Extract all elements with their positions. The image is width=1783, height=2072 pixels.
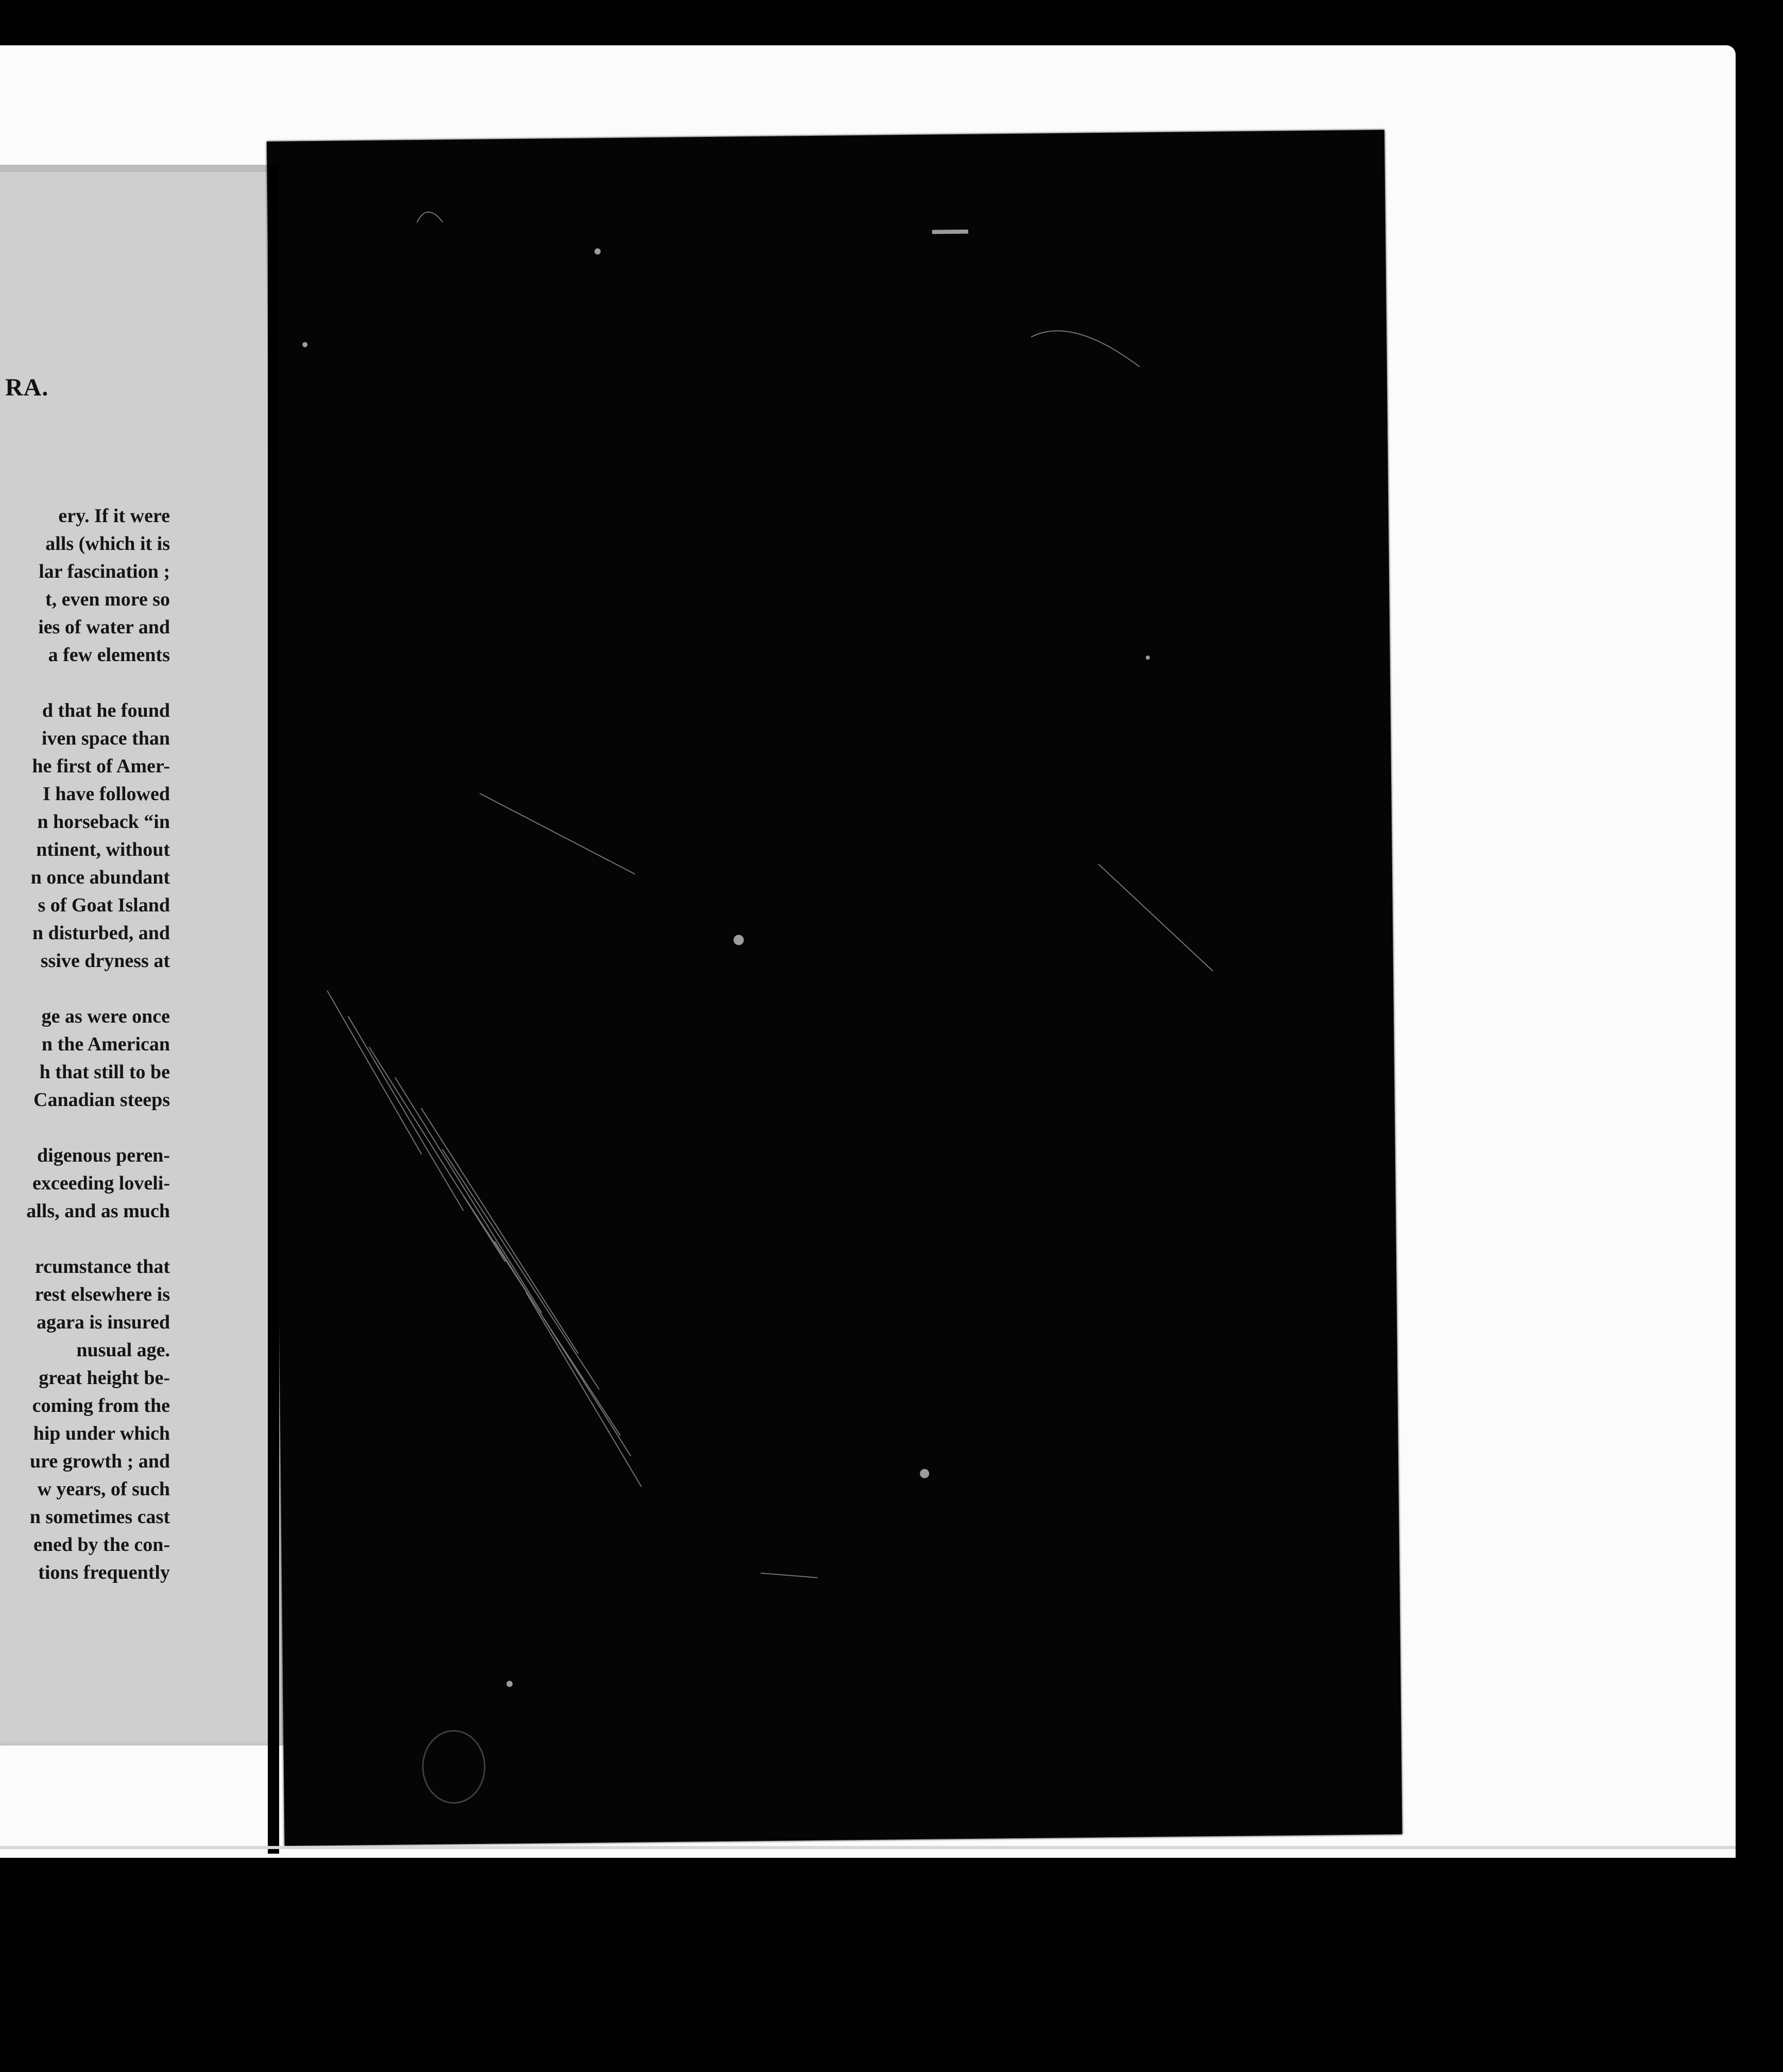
- text-line: coming from the: [32, 1395, 170, 1417]
- text-line: h that still to be: [39, 1061, 170, 1083]
- text-line: ntinent, without: [36, 839, 170, 860]
- text-line: great height be-: [39, 1367, 170, 1389]
- text-line: rest elsewhere is: [35, 1284, 170, 1305]
- paragraph-gap: [0, 669, 170, 697]
- backing-bottom-edge: [0, 1846, 1736, 1849]
- text-line: ssive dryness at: [40, 950, 170, 972]
- text-line: exceeding loveli-: [32, 1172, 170, 1194]
- text-line: n horseback “in: [37, 811, 170, 833]
- text-line: ure growth ; and: [29, 1451, 170, 1472]
- text-line: n the American: [41, 1033, 170, 1055]
- text-line: ge as were once: [41, 1006, 170, 1027]
- text-line: iven space than: [41, 728, 170, 749]
- plate-scratches: [267, 130, 1402, 1846]
- printed-page-fragment: [0, 165, 289, 1746]
- paragraph-gap: [0, 1114, 170, 1142]
- page-heading: RA.: [5, 374, 49, 401]
- text-line: hip under which: [33, 1423, 170, 1444]
- text-line: lar fascination ;: [39, 561, 170, 582]
- plate-left-shadow: [268, 165, 279, 1854]
- text-line: tions frequently: [38, 1562, 170, 1583]
- paragraph-gap: [0, 1225, 170, 1253]
- text-line: ies of water and: [38, 616, 170, 638]
- text-line: t, even more so: [45, 589, 170, 610]
- text-line: I have followed: [43, 783, 170, 805]
- text-line: s of Goat Island: [38, 894, 170, 916]
- text-line: n once abundant: [30, 867, 170, 888]
- text-line: d that he found: [42, 700, 170, 721]
- text-line: nusual age.: [76, 1339, 170, 1361]
- body-text: [0, 502, 170, 1586]
- text-line: Canadian steeps: [33, 1089, 170, 1111]
- text-line: alls, and as much: [26, 1200, 170, 1222]
- text-line: a few elements: [48, 644, 170, 666]
- page-top-edge: [0, 165, 286, 172]
- text-line: alls (which it is: [45, 533, 170, 555]
- text-line: agara is insured: [36, 1311, 170, 1333]
- paragraph-gap: [0, 975, 170, 1003]
- text-line: ened by the con-: [33, 1534, 170, 1556]
- text-line: n sometimes cast: [29, 1506, 170, 1528]
- text-line: n disturbed, and: [32, 922, 170, 944]
- text-line: he first of Amer-: [32, 755, 170, 777]
- text-line: w years, of such: [37, 1478, 170, 1500]
- text-line: digenous peren-: [37, 1145, 170, 1166]
- text-line: rcumstance that: [35, 1256, 170, 1277]
- text-line: ery. If it were: [58, 505, 170, 527]
- photographic-plate: [267, 130, 1402, 1846]
